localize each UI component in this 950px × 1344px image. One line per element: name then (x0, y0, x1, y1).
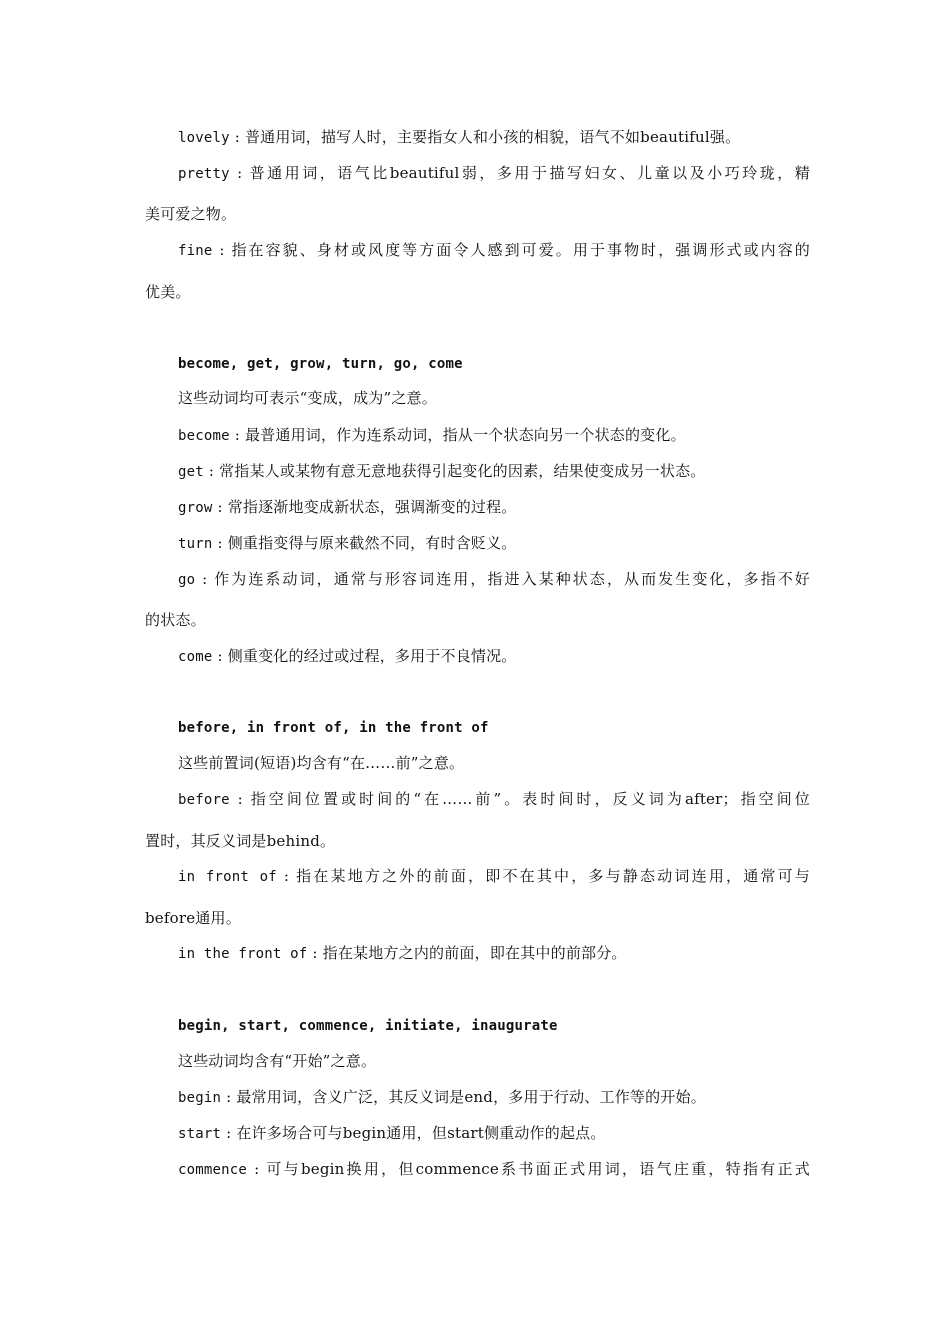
entry-definition: : 作为连系动词，通常与形容词连用，指进入某种状态，从而发生变化，多指不好 (195, 570, 810, 588)
entry-grow (178, 497, 810, 518)
entry-definition: : 在许多场合可与begin通用，但start侧重动作的起点。 (221, 1124, 606, 1142)
entry-term: become (178, 428, 230, 444)
entry-definition: : 侧重指变得与原来截然不同，有时含贬义。 (212, 534, 517, 552)
entry-pretty-continuation: 美可爱之物。 (145, 205, 237, 223)
entry-go (178, 569, 810, 590)
entry-turn (178, 533, 810, 554)
entry-definition: : 可与begin换用，但commence系书面正式用词，语气庄重，特指有正式 (247, 1160, 810, 1178)
entry-fine-continuation: 优美。 (145, 283, 191, 301)
entry-in-front-of-continuation: before通用。 (145, 909, 241, 927)
entry-in-front-of (178, 866, 810, 887)
entry-commence (178, 1159, 810, 1180)
entry-definition: : 普通用词，描写人时，主要指女人和小孩的相貌，语气不如beautiful强。 (229, 128, 741, 146)
entry-term: in front of (178, 869, 277, 885)
entry-before-continuation: 置时，其反义词是behind。 (145, 832, 336, 850)
entry-pretty (178, 163, 810, 184)
entry-go-continuation: 的状态。 (145, 611, 206, 629)
entry-term: lovely (178, 130, 230, 146)
entry-term: come (178, 649, 213, 665)
entry-term: before (178, 792, 230, 808)
entry-definition: : 指空间位置或时间的“在……前”。表时间时，反义词为after；指空间位 (229, 790, 810, 808)
entry-become (178, 425, 810, 446)
entry-definition: : 指在某地方之内的前面，即在其中的前部分。 (307, 944, 627, 962)
entry-before (178, 789, 810, 810)
entry-definition: : 最普通用词，作为连系动词，指从一个状态向另一个状态的变化。 (229, 426, 686, 444)
entry-term: grow (178, 500, 213, 516)
section-heading-become: become, get, grow, turn, go, come (178, 356, 463, 372)
entry-in-the-front-of (178, 943, 810, 964)
section-intro-begin: 这些动词均含有“开始”之意。 (178, 1052, 377, 1070)
entry-term: get (178, 464, 204, 480)
entry-term: pretty (178, 166, 230, 182)
entry-term: start (178, 1126, 222, 1142)
entry-term: fine (178, 243, 213, 259)
entry-definition: : 最常用词，含义广泛，其反义词是end，多用于行动、工作等的开始。 (221, 1088, 706, 1106)
entry-definition: : 普通用词，语气比beautiful弱，多用于描写妇女、儿童以及小巧玲珑，精 (229, 164, 810, 182)
entry-fine (178, 240, 810, 261)
section-heading-before: before, in front of, in the front of (178, 720, 489, 736)
entry-lovely (178, 127, 810, 148)
entry-definition: : 侧重变化的经过或过程，多用于不良情况。 (212, 647, 517, 665)
section-intro-before: 这些前置词(短语)均含有“在……前”之意。 (178, 754, 465, 772)
entry-get (178, 461, 810, 482)
entry-term: begin (178, 1090, 222, 1106)
entry-definition: : 指在某地方之外的前面，即不在其中，多与静态动词连用，通常可与 (276, 867, 810, 885)
section-intro-become: 这些动词均可表示“变成，成为”之意。 (178, 389, 437, 407)
entry-definition: : 常指逐渐地变成新状态，强调渐变的过程。 (212, 498, 517, 516)
entry-term: in the front of (178, 946, 308, 962)
entry-start (178, 1123, 810, 1144)
entry-term: go (178, 572, 196, 588)
entry-begin (178, 1087, 810, 1108)
entry-definition: : 常指某人或某物有意无意地获得引起变化的因素，结果使变成另一状态。 (203, 462, 706, 480)
entry-term: turn (178, 536, 213, 552)
entry-definition: : 指在容貌、身材或风度等方面令人感到可爱。用于事物时，强调形式或内容的 (212, 241, 810, 259)
section-heading-begin: begin, start, commence, initiate, inaugurate (178, 1018, 558, 1034)
entry-come (178, 646, 810, 667)
entry-term: commence (178, 1162, 248, 1178)
